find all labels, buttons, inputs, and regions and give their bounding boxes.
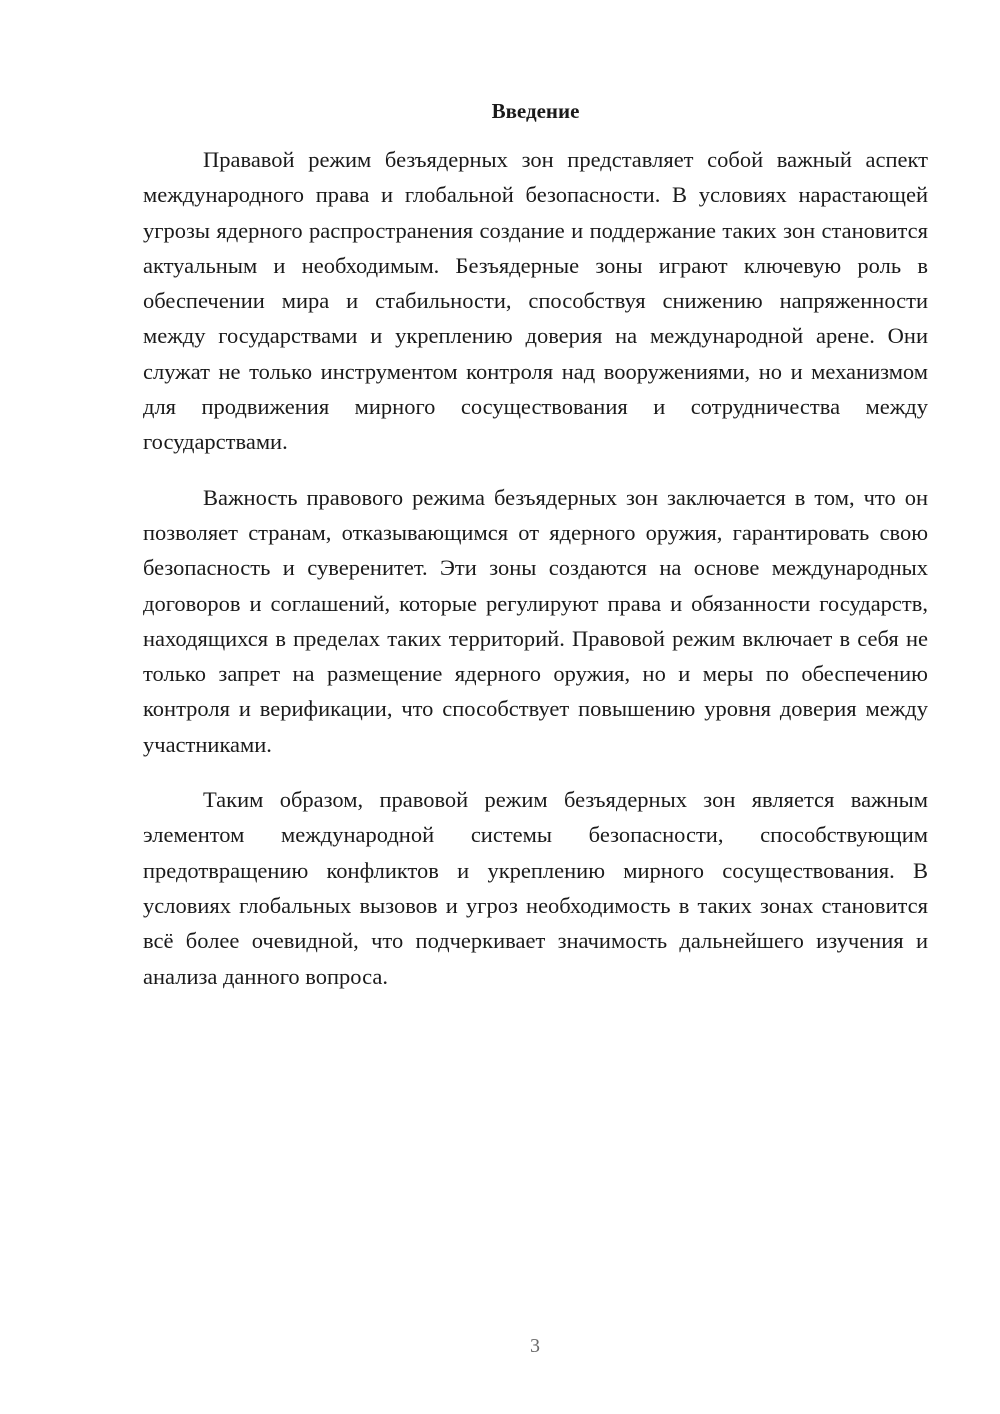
paragraph-2: Важность правового режима безъядерных зон заключается в том, что он позволяет странам, отказывающимся от ядерного оружия, гарантировать свою безопасность и суверенитет. Эти зоны создаются на основе международных договоров и соглашений, которые регулируют права и обязанности государств, находящихся в пределах таких территорий. Правовой режим включает в себя не только запрет на размещение ядерного оружия, но и меры по обеспечению контроля и верификации, что способствует повышению уровня доверия между участниками. bbox=[143, 484, 928, 757]
section-heading: Введение bbox=[491, 99, 580, 123]
paragraph-3: Таким образом, правовой режим безъядерных зон является важным элементом международной системы безопасности, способствующим предотвращению конфликтов и укреплению мирного сосуществования. В условиях глобальных вызовов и угроз необходимость в таких зонах становится всё более очевидной, что подчеркивает значимость дальнейшего изучения и анализа данного вопроса. bbox=[143, 787, 928, 989]
body-text bbox=[143, 142, 928, 1014]
page-number: 3 bbox=[530, 1335, 540, 1357]
paragraph-1: Прававой режим безъядерных зон представляет собой важный аспект международного права и глобальной безопасности. В условиях нарастающей угрозы ядерного распространения создание и поддержание таких зон становится актуальным и необходимым. Безъядерные зоны играют ключевую роль в обеспечении мира и стабильности, способствуя снижению напряженности между государствами и укреплению доверия на международной арене. Они служат не только инструментом контроля над вооружениями, но и механизмом для продвижения мирного сосуществования и сотрудничества между государствами. bbox=[143, 147, 928, 455]
